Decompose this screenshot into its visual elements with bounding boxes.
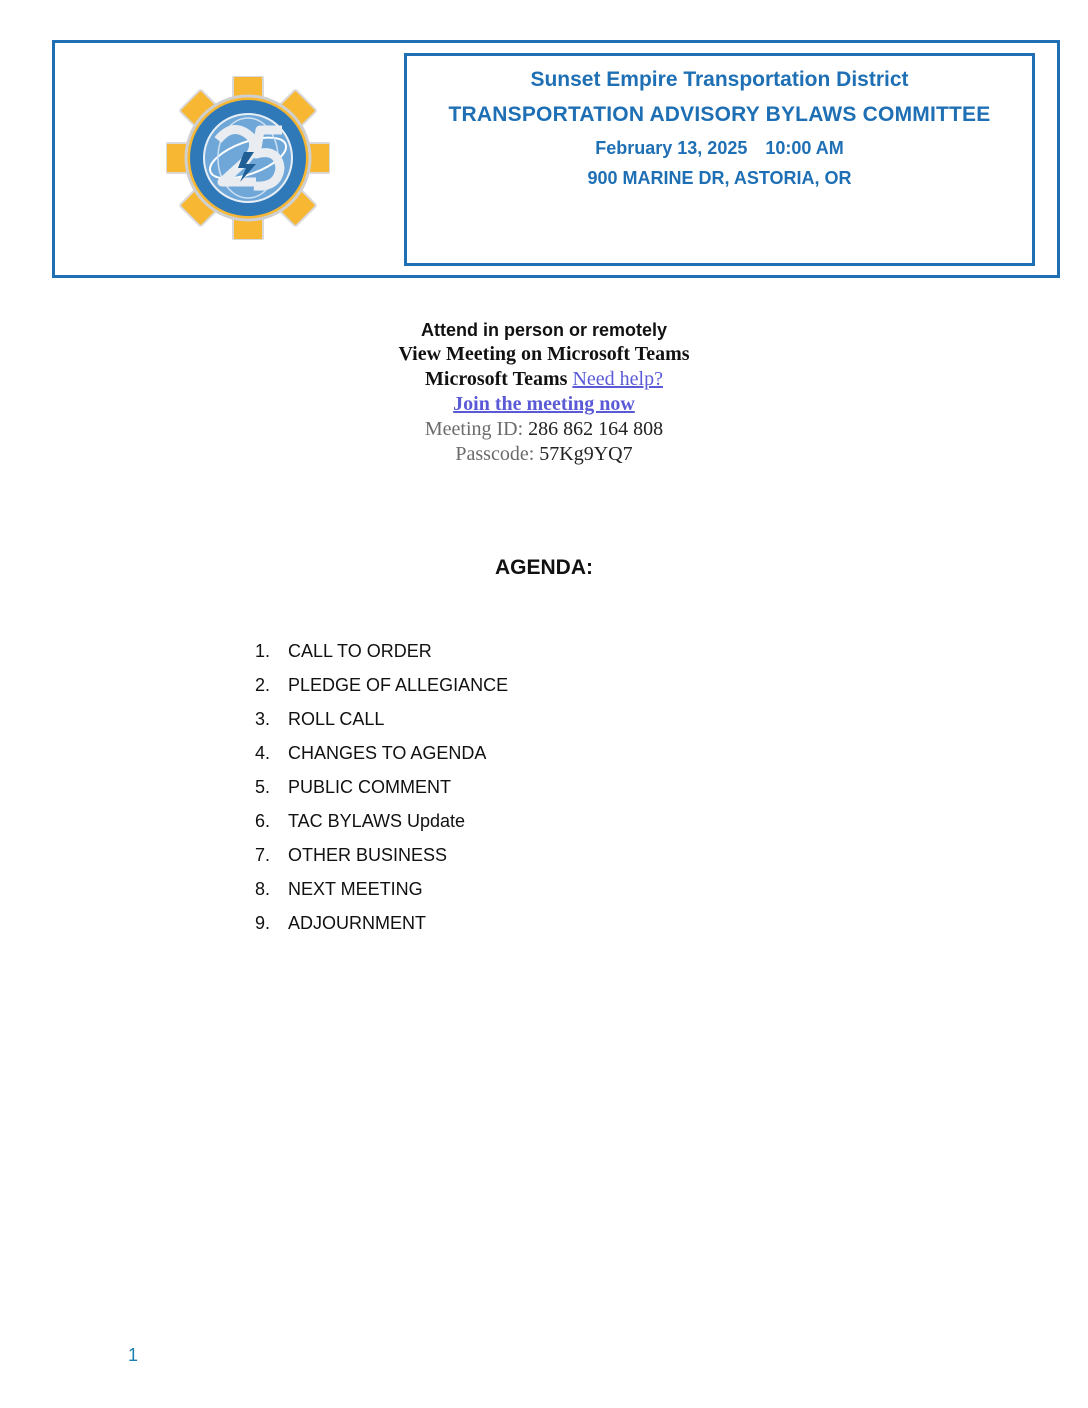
committee-name: TRANSPORTATION ADVISORY BYLAWS COMMITTEE (448, 103, 991, 126)
header-title-box (404, 53, 1035, 266)
agenda-item-label: PLEDGE OF ALLEGIANCE (288, 675, 509, 695)
meeting-time: 10:00 AM (765, 138, 844, 158)
agenda-item-number: 8. (255, 879, 271, 899)
attend-notice: Attend in person or remotely (420, 320, 668, 340)
agenda-item (255, 638, 508, 672)
passcode-label: Passcode: (455, 443, 535, 465)
meeting-datetime (407, 138, 1032, 159)
agenda-item-label: CHANGES TO AGENDA (288, 743, 487, 763)
remote-attendance-section (0, 318, 1088, 467)
agenda-item-number: 3. (255, 709, 271, 729)
agenda-item (255, 774, 508, 808)
meeting-address: 900 MARINE DR, ASTORIA, OR (587, 168, 852, 188)
join-meeting-link[interactable]: Join the meeting now (453, 393, 635, 415)
meeting-id-value: 286 862 164 808 (528, 418, 664, 440)
agenda-item-label: ADJOURNMENT (288, 913, 426, 933)
page-number: 1 (128, 1345, 139, 1365)
agenda-item (255, 706, 508, 740)
agenda-item (255, 842, 508, 876)
agenda-item (255, 808, 508, 842)
agenda-item (255, 910, 508, 944)
agenda-item-number: 6. (255, 811, 271, 831)
agenda-item (255, 672, 508, 706)
meeting-date: February 13, 2025 (595, 138, 748, 158)
agenda-item-number: 5. (255, 777, 271, 797)
agenda-item-label: CALL TO ORDER (288, 641, 432, 661)
agenda-item-number: 1. (255, 641, 271, 661)
passcode-value: 57Kg9YQ7 (539, 443, 633, 465)
meeting-id-label: Meeting ID: (424, 418, 524, 440)
agenda-item-number: 7. (255, 845, 271, 865)
agenda-item-label: TAC BYLAWS Update (288, 811, 466, 831)
agenda-item (255, 876, 508, 910)
agenda-item-number: 4. (255, 743, 271, 763)
agenda-list (255, 638, 508, 944)
need-help-link[interactable]: Need help? (572, 368, 663, 390)
agenda-item-label: NEXT MEETING (288, 879, 423, 899)
agenda-item-number: 9. (255, 913, 271, 933)
sunset-empire-logo-icon (166, 76, 330, 240)
organization-name: Sunset Empire Transportation District (530, 68, 909, 91)
teams-label: Microsoft Teams (425, 368, 568, 390)
agenda-item-label: OTHER BUSINESS (288, 845, 448, 865)
agenda-item-number: 2. (255, 675, 271, 695)
agenda-item-label: PUBLIC COMMENT (288, 777, 452, 797)
view-meeting-heading: View Meeting on Microsoft Teams (398, 343, 690, 365)
agenda-title: AGENDA: (495, 556, 593, 579)
agenda-item-label: ROLL CALL (288, 709, 385, 729)
agenda-item (255, 740, 508, 774)
